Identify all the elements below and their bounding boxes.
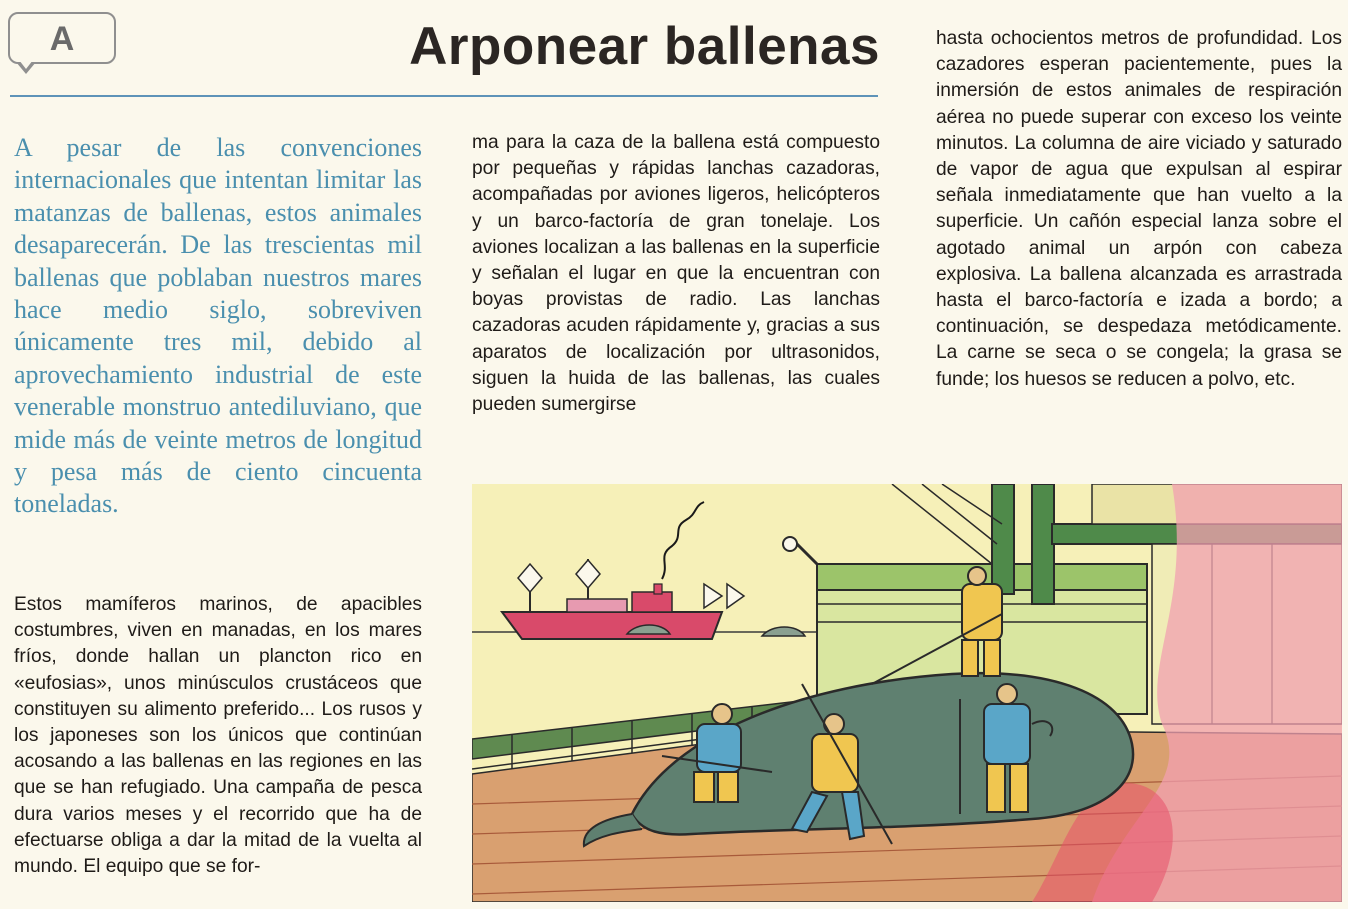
- illustration-svg: [472, 484, 1342, 902]
- body-column-1: Estos mamíferos marinos, de apacibles costumbres, viven en manadas, en los mares fríos, donde hallan un plancton rico en «eufosias», unos minúsculos crustáceos que constituyen su alimento preferido... Los rusos y los japoneses son los únicos que continúan acosando a las ballenas en las regiones en las que se han refugiado. Una campaña de pesca dura varios meses y el recorrido que ha de efectuarse obliga a dar la mitad de la vuelta al mundo. El equipo que se for-: [14, 594, 422, 878]
- badge-tail-inner: [19, 60, 33, 69]
- intro-paragraph: A pesar de las convenciones internacionales que intentan limitar las matanzas de ballenas, estos animales desaparecerán. De las trescientas mil ballenas que poblaban nuestros mares hace medio siglo, sobreviven únicamente tres mil, debido al aprovechamiento industrial de este venerable monstruo antediluviano, que mide más de veinte metros de longitud y pesa más de ciento cincuenta toneladas.: [14, 133, 422, 519]
- whaling-illustration: [472, 484, 1342, 902]
- body-column-2: ma para la caza de la ballena está compuesto por pequeñas y rápidas lanchas cazadoras, acompañadas por aviones ligeros, helicópteros y un barco-factoría de gran tonelaje. Los aviones localizan a las ballenas en la superficie y señalan el lugar en que la encuentran con boyas provistas de radio. Las lanchas cazadoras acuden rápidamente y, gracias a sus aparatos de localización por ultrasonidos, siguen la huida de las ballenas, las cuales pueden sumergirse: [472, 132, 880, 416]
- section-badge: [8, 12, 116, 64]
- section-letter: A: [49, 20, 75, 58]
- page-title: Arponear ballenas: [409, 17, 880, 76]
- title-rule: [10, 95, 878, 97]
- body-column-3: hasta ochocientos metros de profundidad. Los cazadores esperan pacientemente, pues la inmersión de estos animales de respiración aérea no puede superar con exceso los veinte minutos. La columna de aire viciado y saturado de vapor de agua que expulsan al espirar señala inmediatamente que han vuelto a la superficie. Un cañón especial lanza sobre el agotado animal un arpón con cabeza explosiva. La ballena alcanzada es arrastrada hasta el barco-factoría e izada a bordo; a continuación, se despedaza metódicamente. La carne se seca o se congela; la grasa se funde; los huesos se reducen a polvo, etc.: [936, 28, 1342, 390]
